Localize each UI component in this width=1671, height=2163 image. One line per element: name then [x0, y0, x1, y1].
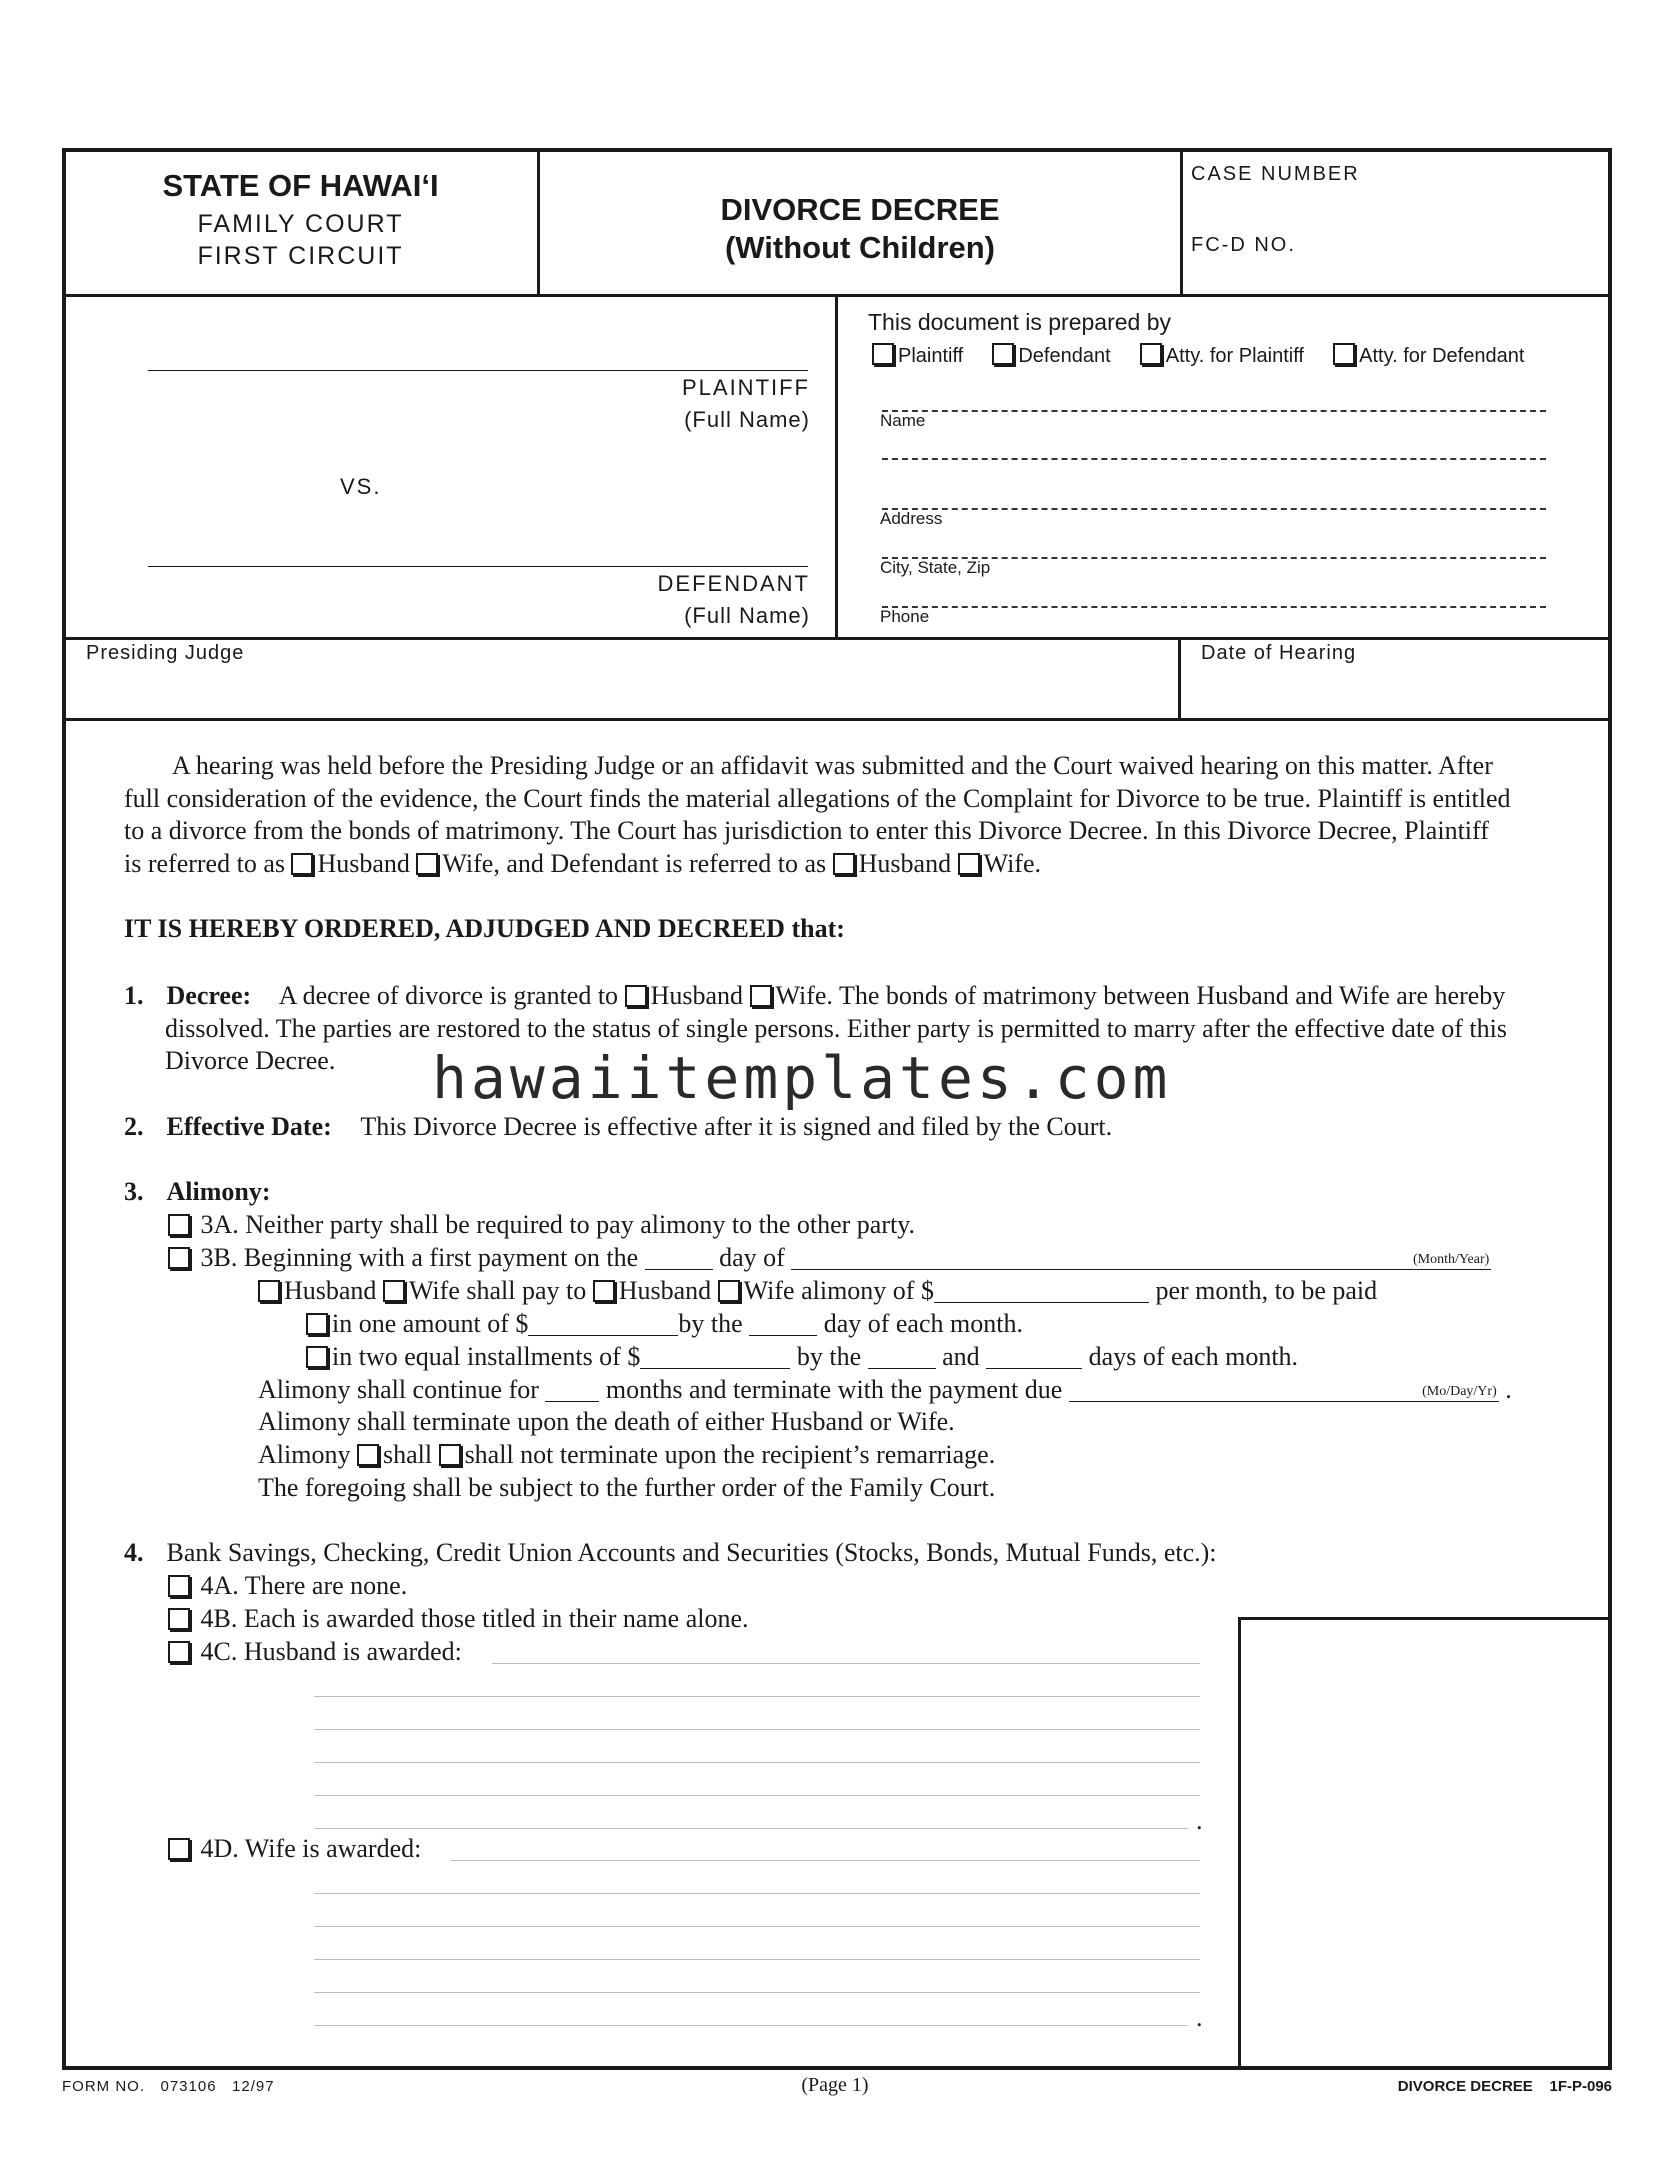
husband-awarded-line[interactable] [314, 1696, 1200, 1697]
section-1-line-1: 1. Decree: A decree of divorce is granted to Husband Wife. The bonds of matrimony between Husband and Wife are hereby [124, 981, 1506, 1010]
decree-wife-checkbox[interactable]: Wife. The bonds of matrimony between Husband and Wife are hereby [750, 981, 1506, 1010]
checkbox-icon [1333, 343, 1355, 365]
checkbox-icon [593, 1280, 615, 1302]
prepared-by-title: This document is prepared by [868, 309, 1171, 335]
checkbox-icon [439, 1444, 461, 1466]
intro-line-2: full consideration of the evidence, the Court finds the material allegations of the Complaint for Divorce to be true. Plaintiff is entitled [124, 784, 1511, 813]
prepared-by-options [872, 343, 1524, 368]
checkbox-icon [416, 853, 438, 875]
checkbox-icon [1140, 343, 1162, 365]
wife-awarded-period: . [1196, 2003, 1203, 2032]
plaintiff-name-line[interactable] [148, 370, 808, 371]
alimony-amount-field[interactable] [934, 1279, 1149, 1303]
husband-awarded-line[interactable] [314, 1795, 1200, 1796]
checkbox-icon [750, 985, 772, 1007]
presiding-judge-label: Presiding Judge [86, 642, 245, 664]
preparer-address-line[interactable] [882, 508, 1546, 510]
plaintiff-husband-checkbox[interactable]: Husband [291, 849, 409, 878]
alimony-remarriage-line: Alimony shall shall not terminate upon the recipient’s remarriage. [258, 1440, 996, 1469]
accounts-4b[interactable]: 4B. Each is awarded those titled in their name alone. [168, 1604, 749, 1634]
versus-label: VS. [340, 474, 382, 499]
alimony-3b-line-3: in one amount of $ by the day of each month. [306, 1309, 1023, 1339]
remarriage-shall-checkbox[interactable]: shall [357, 1440, 432, 1469]
date-of-hearing-label: Date of Hearing [1201, 642, 1357, 664]
phone-label: Phone [880, 607, 930, 626]
judge-divider [64, 718, 1610, 721]
ordered-heading: IT IS HEREBY ORDERED, ADJUDGED AND DECREED that: [124, 914, 845, 943]
alimony-months-field[interactable] [545, 1378, 599, 1402]
fcd-number-label: FC-D NO. [1191, 234, 1296, 256]
checkbox-icon [625, 985, 647, 1007]
checkbox-icon [357, 1444, 379, 1466]
payee-wife-checkbox[interactable]: Wife [718, 1276, 795, 1305]
one-amount-day-field[interactable] [749, 1312, 817, 1336]
defendant-label: DEFENDANT [657, 571, 810, 596]
payer-husband-checkbox[interactable]: Husband [258, 1276, 376, 1305]
defendant-husband-checkbox[interactable]: Husband [833, 849, 951, 878]
parties-vertical-divider [835, 295, 838, 638]
husband-awarded-line[interactable] [314, 1828, 1188, 1829]
prepared-defendant-checkbox[interactable]: Defendant [992, 345, 1110, 367]
form-number: FORM NO. 073106 12/97 [62, 2078, 275, 2095]
remarriage-shall-not-checkbox[interactable]: shall not terminate upon the recipient’s remarriage. [439, 1440, 996, 1469]
alimony-3b-line-1: 3B. Beginning with a first payment on the day of (Month/Year) [168, 1243, 1491, 1273]
alimony-3b-line-4: in two equal installments of $ by the and days of each month. [306, 1342, 1298, 1372]
defendant-sub: (Full Name) [684, 603, 810, 628]
payer-wife-checkbox[interactable]: Wife [383, 1276, 460, 1305]
installment-day-1-field[interactable] [868, 1345, 936, 1369]
checkbox-icon [291, 853, 313, 875]
decree-husband-checkbox[interactable]: Husband [625, 981, 743, 1010]
section-4-heading: 4. Bank Savings, Checking, Credit Union Accounts and Securities (Stocks, Bonds, Mutual Funds, etc.): [124, 1538, 1217, 1567]
state-name: STATE OF HAWAI‘I [162, 168, 439, 203]
city-state-zip-label: City, State, Zip [880, 558, 991, 577]
prepared-atty-plaintiff-checkbox[interactable]: Atty. for Plaintiff [1140, 345, 1304, 367]
header-divider-right [1180, 150, 1183, 295]
court-name: FAMILY COURT [197, 210, 404, 238]
section-1-line-3: Divorce Decree. [165, 1046, 336, 1075]
checkbox-icon [168, 1214, 190, 1236]
page-number: (Page 1) [801, 2074, 869, 2096]
alimony-continue-line: Alimony shall continue for months and terminate with the payment due (Mo/Day/Yr) . [258, 1375, 1512, 1404]
checkbox-icon [958, 853, 980, 875]
checkbox-icon [168, 1641, 190, 1663]
circuit-name: FIRST CIRCUIT [197, 242, 404, 270]
checkbox-icon [718, 1280, 740, 1302]
watermark: hawaiitemplates.com [432, 1044, 1172, 1112]
section-2: 2. Effective Date: This Divorce Decree is effective after it is signed and filed by the Court. [124, 1112, 1113, 1141]
accounts-4d[interactable]: 4D. Wife is awarded: [168, 1834, 421, 1864]
preparer-name-line[interactable] [882, 410, 1546, 412]
checkbox-icon [168, 1608, 190, 1630]
form-id: DIVORCE DECREE 1F-P-096 [1397, 2078, 1612, 2095]
case-number-label: CASE NUMBER [1191, 163, 1360, 185]
document-title: DIVORCE DECREE [720, 192, 1000, 227]
payee-husband-checkbox[interactable]: Husband [593, 1276, 711, 1305]
plaintiff-label: PLAINTIFF [681, 375, 810, 400]
wife-awarded-line[interactable] [450, 1860, 1200, 1861]
wife-awarded-line[interactable] [314, 1992, 1200, 1993]
one-amount-field[interactable] [528, 1312, 678, 1336]
first-payment-day-field[interactable] [645, 1246, 713, 1270]
checkbox-icon [258, 1280, 280, 1302]
defendant-wife-checkbox[interactable]: Wife. [958, 849, 1041, 878]
husband-awarded-line[interactable] [314, 1729, 1200, 1730]
wife-awarded-line[interactable] [314, 1926, 1200, 1927]
section-1-line-2: dissolved. The parties are restored to the status of single persons. Either party is permitted to marry after the effective date of this [165, 1014, 1507, 1043]
two-installments-checkbox[interactable] [306, 1346, 328, 1368]
one-amount-checkbox[interactable] [306, 1313, 328, 1335]
defendant-name-line[interactable] [148, 566, 808, 567]
intro-line-3: to a divorce from the bonds of matrimony. The Court has jurisdiction to enter this Divorce Decree. In this Divorce Decree, Plaintiff [124, 816, 1489, 845]
wife-awarded-line[interactable] [314, 2025, 1188, 2026]
intro-line-4: is referred to as Husband Wife, and Defendant is referred to as Husband Wife. [124, 849, 1041, 878]
checkbox-icon [168, 1575, 190, 1597]
installment-day-2-field[interactable] [986, 1345, 1082, 1369]
checkbox-icon [872, 343, 894, 365]
alimony-3b-line-2: Husband Wife shall pay to Husband Wife alimony of $ per month, to be paid [258, 1276, 1377, 1306]
husband-awarded-period: . [1196, 1806, 1203, 1835]
preparer-extra-line[interactable] [882, 458, 1546, 460]
accounts-4c[interactable]: 4C. Husband is awarded: [168, 1637, 462, 1667]
husband-awarded-line[interactable] [492, 1663, 1200, 1664]
address-label: Address [880, 509, 943, 528]
checkbox-icon [833, 853, 855, 875]
alimony-death-line: Alimony shall terminate upon the death of either Husband or Wife. [258, 1407, 955, 1436]
plaintiff-wife-checkbox[interactable]: Wife, [416, 849, 499, 878]
installment-amount-field[interactable] [640, 1345, 790, 1369]
checkbox-icon [992, 343, 1014, 365]
alimony-3a[interactable]: 3A. Neither party shall be required to pay alimony to the other party. [168, 1210, 915, 1240]
document-subtitle: (Without Children) [724, 230, 996, 265]
wife-awarded-line[interactable] [314, 1959, 1200, 1960]
accounts-4a[interactable]: 4A. There are none. [168, 1571, 407, 1601]
checkbox-icon [383, 1280, 405, 1302]
signature-box [1238, 1617, 1612, 2070]
alimony-further-line: The foregoing shall be subject to the further order of the Family Court. [258, 1473, 996, 1502]
prepared-plaintiff-checkbox[interactable]: Plaintiff [872, 345, 963, 367]
name-label: Name [880, 411, 926, 430]
checkbox-icon [168, 1838, 190, 1860]
husband-awarded-line[interactable] [314, 1762, 1200, 1763]
prepared-atty-defendant-checkbox[interactable]: Atty. for Defendant [1333, 345, 1524, 367]
wife-awarded-line[interactable] [314, 1893, 1200, 1894]
intro-line-1: A hearing was held before the Presiding Judge or an affidavit was submitted and the Court waived hearing on this matter. After [172, 751, 1493, 780]
alimony-end-date-field[interactable]: (Mo/Day/Yr) [1069, 1378, 1499, 1402]
judge-vertical-divider [1178, 639, 1181, 719]
section-3-heading: 3. Alimony: [124, 1177, 271, 1206]
alimony-3b-checkbox[interactable] [168, 1247, 190, 1269]
first-payment-month-field[interactable]: (Month/Year) [791, 1246, 1491, 1270]
preparer-phone-line[interactable] [882, 606, 1546, 608]
plaintiff-sub: (Full Name) [684, 407, 810, 432]
